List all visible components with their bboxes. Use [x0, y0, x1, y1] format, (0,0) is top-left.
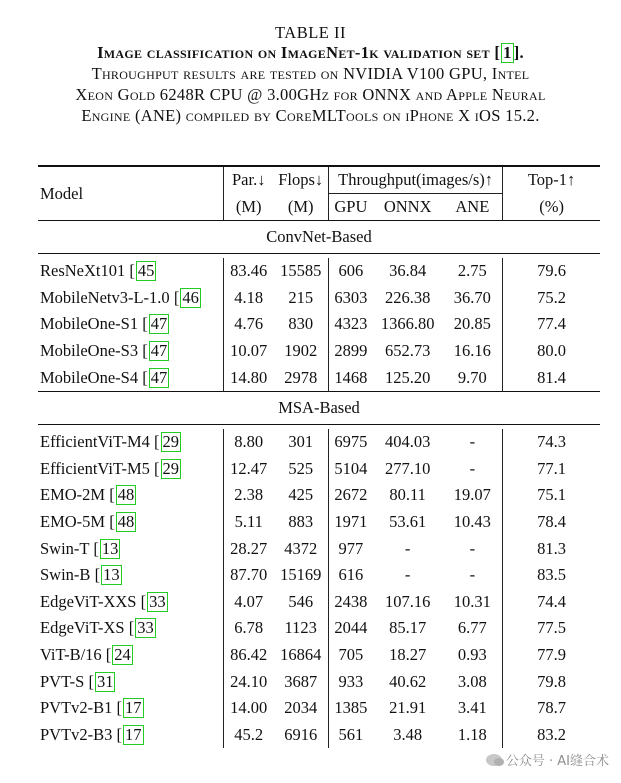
flops-cell: 546: [288, 591, 314, 611]
citation-link[interactable]: 46: [182, 287, 199, 307]
table-row: [38, 456, 600, 483]
watermark: [486, 750, 609, 769]
flops-cell: 3687: [284, 671, 318, 691]
model-cell: [38, 695, 224, 722]
ane-cell: 10.43: [453, 512, 491, 532]
top1-cell: 81.4: [503, 364, 600, 391]
top1-cell: 79.8: [503, 668, 600, 695]
header-onnx: ONNX: [373, 194, 443, 221]
section-header-row: [38, 221, 600, 254]
par-cell: 6.78: [224, 615, 274, 642]
onnx-cell: 53.61: [389, 512, 427, 532]
model-cell: [38, 456, 224, 483]
top1-cell: 77.5: [503, 615, 600, 642]
table-row: [38, 615, 600, 642]
model-cell: [38, 258, 224, 285]
citation-link[interactable]: 29: [162, 432, 180, 452]
onnx-cell: -: [404, 565, 411, 585]
caption-line-1-end: ].: [513, 43, 524, 62]
header-ane: ANE: [443, 194, 503, 221]
flops-cell: 2034: [284, 698, 318, 718]
top1-cell: 77.4: [503, 311, 600, 338]
model-name: Swin-B: [40, 565, 91, 585]
model-name: EdgeViT-XXS: [40, 591, 137, 611]
citation-link[interactable]: 29: [162, 458, 180, 478]
table-row: [38, 589, 600, 616]
onnx-cell: 652.73: [384, 341, 431, 361]
flops-cell: 525: [288, 458, 314, 478]
caption-line-4: Engine (ANE) compiled by CoreMLTools on iPhone X iOS 15.2.: [81, 106, 540, 125]
onnx-cell: 226.38: [384, 287, 431, 307]
caption-line-2: Throughput results are tested on NVIDIA V100 GPU, Intel: [91, 64, 530, 83]
wechat-icon: [486, 754, 502, 766]
flops-cell: 883: [288, 512, 314, 532]
onnx-cell: 85.17: [389, 618, 427, 638]
bracket-open: [: [90, 565, 101, 585]
par-cell: 87.70: [224, 562, 274, 589]
onnx-cell: 125.20: [384, 367, 431, 387]
top1-cell: 81.3: [503, 535, 600, 562]
bracket-open: [: [138, 341, 148, 361]
flops-cell: 2978: [284, 367, 318, 387]
bracket-open: [: [84, 671, 94, 691]
top1-cell: 75.2: [503, 285, 600, 312]
header-row-1: [38, 166, 600, 194]
table-body: [38, 221, 600, 749]
model-name: EfficientViT-M4: [40, 432, 150, 452]
flops-cell: 15585: [280, 261, 322, 281]
table-row: [38, 364, 600, 391]
model-name: ViT-B/16: [40, 645, 102, 665]
model-cell: [38, 311, 224, 338]
gpu-cell: 1385: [329, 695, 373, 722]
model-name: EdgeViT-XS: [40, 618, 125, 638]
header-par-unit: (M): [224, 194, 274, 221]
flops-cell: 1902: [284, 341, 318, 361]
table-row: [38, 642, 600, 669]
par-cell: 4.07: [224, 589, 274, 616]
ane-cell: 19.07: [453, 485, 491, 505]
par-cell: 45.2: [224, 722, 274, 749]
model-name: MobileOne-S4: [40, 367, 139, 387]
gpu-cell: 2044: [329, 615, 373, 642]
citation-link[interactable]: 17: [125, 724, 142, 744]
table-row: [38, 722, 600, 749]
citation-link[interactable]: 47: [150, 341, 168, 361]
onnx-cell: 277.10: [384, 458, 431, 478]
par-cell: 10.07: [224, 338, 274, 365]
onnx-cell: 404.03: [384, 432, 431, 452]
flops-cell: 4372: [284, 538, 318, 558]
bracket-open: [: [105, 512, 115, 532]
citation-link[interactable]: 1: [503, 43, 512, 62]
bracket-open: [: [101, 645, 112, 665]
ane-cell: 3.41: [457, 698, 487, 718]
par-cell: 8.80: [224, 429, 274, 456]
flops-cell: 830: [288, 314, 314, 334]
citation-link[interactable]: 48: [117, 485, 135, 505]
model-cell: [38, 668, 224, 695]
top1-cell: 80.0: [503, 338, 600, 365]
bracket-open: [: [169, 287, 180, 307]
model-cell: [38, 338, 224, 365]
ane-cell: -: [469, 538, 476, 558]
par-cell: 14.80: [224, 364, 274, 391]
onnx-cell: 107.16: [384, 591, 431, 611]
results-table: [38, 165, 600, 748]
gpu-cell: 561: [329, 722, 373, 749]
onnx-cell: 40.62: [389, 671, 427, 691]
top1-cell: 79.6: [503, 258, 600, 285]
top1-cell: 83.2: [503, 722, 600, 749]
ane-cell: -: [469, 565, 476, 585]
ane-cell: 10.31: [453, 591, 491, 611]
flops-cell: 16864: [280, 645, 322, 665]
section-header-row: [38, 391, 600, 424]
onnx-cell: 1366.80: [380, 314, 435, 334]
citation-link[interactable]: 31: [96, 671, 114, 691]
citation-link[interactable]: 47: [150, 367, 168, 387]
gpu-cell: 977: [329, 535, 373, 562]
ane-cell: 1.18: [457, 724, 487, 744]
flops-cell: 6916: [284, 724, 318, 744]
table-row: [38, 695, 600, 722]
flops-cell: 1123: [284, 618, 317, 638]
top1-cell: 77.1: [503, 456, 600, 483]
citation-link[interactable]: 13: [101, 538, 119, 558]
gpu-cell: 1468: [329, 364, 373, 391]
header-throughput: Throughput(images/s)↑: [329, 166, 503, 194]
top1-cell: 74.4: [503, 589, 600, 616]
bracket-open: [: [125, 261, 135, 281]
results-table-wrapper: [38, 165, 600, 748]
citation-link[interactable]: 33: [137, 618, 154, 638]
table-row: [38, 338, 600, 365]
header-par: Par.↓: [224, 166, 274, 194]
model-cell: [38, 589, 224, 616]
ane-cell: 20.85: [453, 314, 491, 334]
citation-link[interactable]: 47: [150, 314, 168, 334]
section-title: ConvNet-Based: [38, 221, 600, 254]
caption-line-1: [0, 43, 621, 63]
ane-cell: 3.08: [457, 671, 487, 691]
model-cell: [38, 642, 224, 669]
bracket-open: [: [136, 591, 147, 611]
model-cell: [38, 535, 224, 562]
top1-cell: 78.4: [503, 509, 600, 536]
model-cell: [38, 364, 224, 391]
top1-cell: 83.5: [503, 562, 600, 589]
watermark-text: 公众号 · AI缝合术: [505, 754, 609, 769]
model-name: MobileNetv3-L-1.0: [40, 287, 170, 307]
par-cell: 4.18: [224, 285, 274, 312]
gpu-cell: 2899: [329, 338, 373, 365]
table-row: [38, 429, 600, 456]
header-top1: Top-1↑: [503, 166, 600, 194]
top1-cell: 78.7: [503, 695, 600, 722]
bracket-open: [: [149, 432, 160, 452]
ane-cell: -: [469, 432, 476, 452]
onnx-cell: 18.27: [389, 645, 427, 665]
onnx-cell: 36.84: [389, 261, 427, 281]
gpu-cell: 4323: [329, 311, 373, 338]
citation-link[interactable]: 17: [125, 698, 142, 718]
header-flops-unit: (M): [273, 194, 328, 221]
ane-cell: 16.16: [453, 341, 491, 361]
citation-link[interactable]: 33: [149, 591, 166, 611]
flops-cell: 15169: [280, 565, 322, 585]
gpu-cell: 5104: [329, 456, 373, 483]
gpu-cell: 6303: [329, 285, 373, 312]
table-row: [38, 668, 600, 695]
par-cell: 2.38: [224, 482, 274, 509]
table-label: TABLE II: [275, 23, 346, 42]
table-row: [38, 285, 600, 312]
par-cell: 5.11: [224, 509, 274, 536]
table-row: [38, 311, 600, 338]
top1-cell: 77.9: [503, 642, 600, 669]
par-cell: 83.46: [224, 258, 274, 285]
flops-cell: 301: [288, 432, 314, 452]
table-header: [38, 166, 600, 221]
onnx-cell: -: [404, 538, 411, 558]
gpu-cell: 606: [329, 258, 373, 285]
model-name: EfficientViT-M5: [40, 458, 150, 478]
bracket-open: [: [112, 698, 123, 718]
model-cell: [38, 429, 224, 456]
par-cell: 28.27: [224, 535, 274, 562]
par-cell: 4.76: [224, 311, 274, 338]
par-cell: 86.42: [224, 642, 274, 669]
ane-cell: -: [469, 458, 476, 478]
ane-cell: 0.93: [457, 645, 487, 665]
caption-line-1-text: Image classification on ImageNet-1k validation set [: [97, 43, 501, 62]
model-name: EMO-5M: [40, 512, 106, 532]
onnx-cell: 21.91: [389, 698, 427, 718]
model-cell: [38, 562, 224, 589]
top1-cell: 75.1: [503, 482, 600, 509]
model-name: PVTv2-B1: [40, 698, 113, 718]
citation-link[interactable]: 24: [114, 645, 131, 665]
bracket-open: [: [112, 724, 123, 744]
table-row: [38, 509, 600, 536]
model-cell: [38, 285, 224, 312]
bracket-open: [: [105, 485, 115, 505]
par-cell: 12.47: [224, 456, 274, 483]
model-name: Swin-T: [40, 538, 90, 558]
model-name: EMO-2M: [40, 485, 106, 505]
model-cell: [38, 615, 224, 642]
citation-link[interactable]: 48: [117, 512, 135, 532]
ane-cell: 36.70: [453, 287, 491, 307]
table-row: [38, 562, 600, 589]
flops-cell: 425: [288, 485, 314, 505]
model-cell: [38, 722, 224, 749]
caption-line-3: Xeon Gold 6248R CPU @ 3.00GHz for ONNX and Apple Neural: [75, 85, 546, 104]
gpu-cell: 705: [329, 642, 373, 669]
bracket-open: [: [124, 618, 135, 638]
model-name: ResNeXt101: [40, 261, 126, 281]
ane-cell: 2.75: [457, 261, 487, 281]
model-name: MobileOne-S3: [40, 341, 139, 361]
header-top1-unit: (%): [503, 194, 600, 221]
section-title: MSA-Based: [38, 391, 600, 424]
onnx-cell: 80.11: [389, 485, 426, 505]
header-model: Model: [38, 166, 224, 221]
model-name: MobileOne-S1: [40, 314, 139, 334]
table-row: [38, 258, 600, 285]
model-name: PVT-S: [40, 671, 85, 691]
gpu-cell: 933: [329, 668, 373, 695]
gpu-cell: 616: [329, 562, 373, 589]
header-flops: Flops↓: [273, 166, 328, 194]
model-name: PVTv2-B3: [40, 724, 113, 744]
flops-cell: 215: [288, 287, 314, 307]
model-cell: [38, 482, 224, 509]
gpu-cell: 1971: [329, 509, 373, 536]
bracket-open: [: [138, 367, 148, 387]
bracket-open: [: [138, 314, 148, 334]
gpu-cell: 2438: [329, 589, 373, 616]
table-row: [38, 535, 600, 562]
top1-cell: 74.3: [503, 429, 600, 456]
model-cell: [38, 509, 224, 536]
par-cell: 24.10: [224, 668, 274, 695]
bracket-open: [: [89, 538, 99, 558]
citation-link[interactable]: 13: [103, 565, 120, 585]
onnx-cell: 3.48: [393, 724, 423, 744]
citation-link[interactable]: 45: [137, 261, 155, 281]
ane-cell: 9.70: [457, 367, 487, 387]
header-gpu: GPU: [329, 194, 373, 221]
gpu-cell: 6975: [329, 429, 373, 456]
ane-cell: 6.77: [457, 618, 487, 638]
table-row: [38, 482, 600, 509]
bracket-open: [: [149, 458, 160, 478]
par-cell: 14.00: [224, 695, 274, 722]
gpu-cell: 2672: [329, 482, 373, 509]
